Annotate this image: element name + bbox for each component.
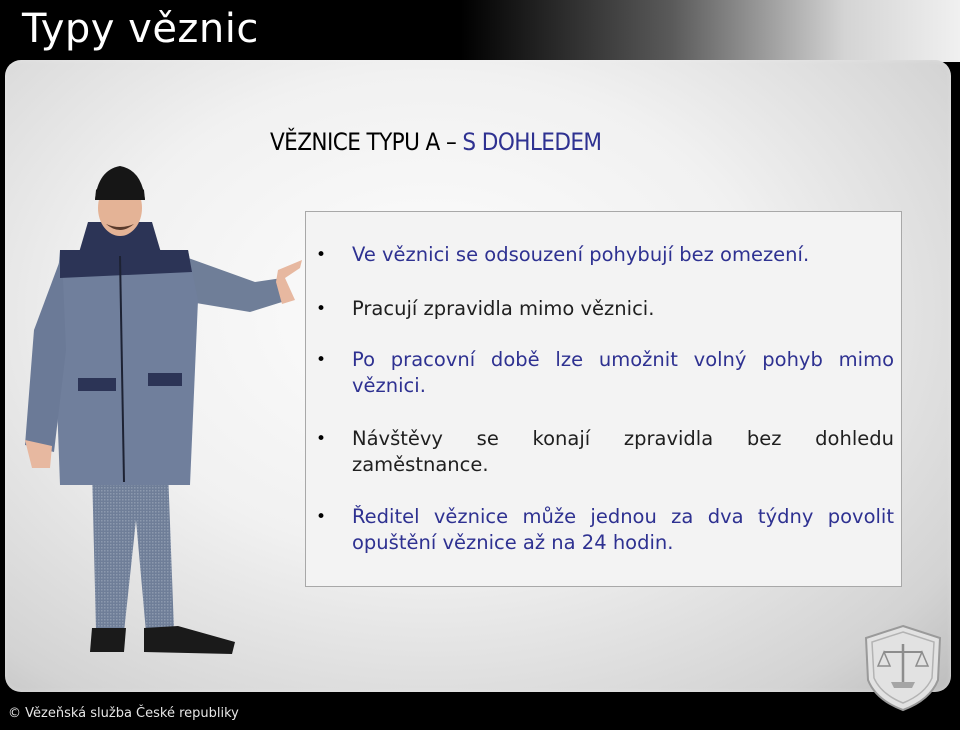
bullet-text: Pracují zpravidla mimo věznici. — [352, 297, 655, 320]
subtitle-prefix: VĚZNICE TYPU A – — [270, 128, 457, 156]
bullet-icon: • — [316, 350, 327, 370]
bullet-item — [316, 296, 894, 322]
subtitle-accent: S DOHLEDEM — [462, 128, 602, 156]
scales-emblem-icon — [858, 622, 948, 712]
bullet-item — [316, 426, 894, 478]
bullet-icon: • — [316, 245, 327, 265]
bullet-text: Ve věznici se odsouzení pohybují bez omezení. — [352, 243, 810, 266]
bullet-item — [316, 347, 894, 399]
bullet-box — [305, 211, 902, 587]
bullet-icon: • — [316, 299, 327, 319]
bullet-icon: • — [316, 507, 327, 527]
slide-subtitle — [270, 128, 601, 156]
footer-copyright: © Vězeňská služba České republiky — [8, 706, 239, 721]
page-title: Typy věznic — [22, 6, 259, 52]
bullet-text: Návštěvy se konají zpravidla bez dohledu zaměstnance. — [352, 427, 894, 476]
bullet-text: Ředitel věznice může jednou za dva týdny povolit opuštění věznice až na 24 hodin. — [352, 505, 894, 554]
header-bar — [0, 0, 960, 62]
standing-man-pointing-icon — [20, 160, 305, 685]
bullet-text: Po pracovní době lze umožnit volný pohyb mimo věznici. — [352, 348, 894, 397]
bullet-item — [316, 242, 894, 268]
bullet-item — [316, 504, 894, 556]
bullet-icon: • — [316, 429, 327, 449]
